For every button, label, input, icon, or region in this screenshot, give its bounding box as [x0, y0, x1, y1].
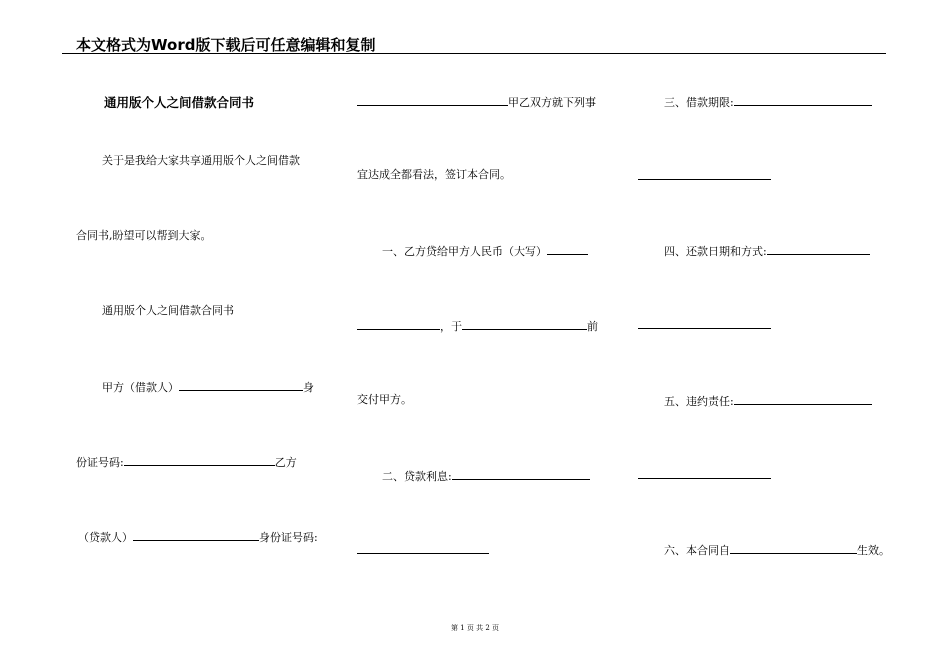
header-divider [62, 53, 886, 54]
clause-1-line-2 [357, 318, 598, 334]
liability-continued-field[interactable] [638, 478, 771, 479]
agreement-line-1 [357, 94, 596, 110]
party-a-label: 甲方（借款人） [102, 381, 179, 394]
clause-4-line [664, 243, 870, 259]
party-b-label: （贷款人） [78, 531, 133, 544]
id-number-label: 份证号码: [76, 456, 124, 469]
clause-2-label: 二、贷款利息: [382, 470, 452, 483]
page-current: 1 [460, 624, 465, 632]
party-a-id-field[interactable] [124, 454, 275, 466]
clause-3-line [664, 94, 872, 110]
party-a-name-field[interactable] [179, 379, 303, 391]
effective-date-field[interactable] [730, 542, 857, 554]
party-b-name-field[interactable] [133, 529, 259, 541]
party-a-id-line [76, 454, 297, 470]
clause-6-line [664, 542, 890, 558]
clause-3-label: 三、借款期限: [664, 96, 734, 109]
agreement-line-2: 宜达成全都看法，签订本合同。 [357, 168, 511, 181]
repayment-field[interactable] [767, 243, 870, 255]
delivery-date-field[interactable] [462, 318, 587, 330]
clause-1-tail: 前 [587, 320, 598, 333]
clause-6-label: 六、本合同自 [664, 544, 730, 557]
interest-field[interactable] [452, 468, 590, 480]
document-title: 通用版个人之间借款合同书 [104, 95, 255, 110]
document-banner: 本文格式为Word版下载后可任意编辑和复制 [76, 36, 376, 54]
party-b-tail: 身份证号码: [259, 531, 318, 544]
agreement-blank-field[interactable] [357, 94, 508, 106]
party-a-line [102, 379, 314, 395]
loan-amount-continued-field[interactable] [357, 318, 440, 330]
clause-2-line [382, 468, 590, 484]
loan-term-continued-field[interactable] [638, 179, 771, 180]
agreement-tail: 甲乙双方就下列事 [508, 96, 596, 109]
party-b-line [78, 529, 318, 545]
loan-amount-field[interactable] [547, 243, 588, 255]
clause-4-label: 四、还款日期和方式: [664, 245, 767, 258]
clause-1-line-3: 交付甲方。 [357, 393, 412, 406]
contract-subtitle: 通用版个人之间借款合同书 [102, 304, 234, 317]
intro-line-1: 关于是我给大家共享通用版个人之间借款 [102, 154, 300, 167]
page-label-2: 页 共 [466, 624, 484, 632]
page-label-1: 第 [450, 624, 458, 632]
clause-1-label: 一、乙方贷给甲方人民币（大写） [382, 245, 547, 258]
party-b-start: 乙方 [274, 456, 297, 469]
loan-term-field[interactable] [734, 94, 872, 106]
page-footer [0, 623, 950, 633]
party-a-tail: 身 [303, 381, 314, 394]
liability-field[interactable] [734, 393, 872, 405]
clause-1-mid: ，于 [440, 320, 462, 333]
interest-continued-field[interactable] [357, 553, 489, 554]
intro-line-2: 合同书,盼望可以帮到大家。 [76, 229, 212, 242]
clause-6-tail: 生效。 [857, 544, 890, 557]
clause-1-line [382, 243, 588, 259]
clause-5-label: 五、违约责任: [664, 395, 734, 408]
repayment-continued-field[interactable] [638, 328, 771, 329]
page-total: 2 [485, 624, 490, 632]
clause-5-line [664, 393, 872, 409]
page-label-3: 页 [492, 624, 500, 632]
